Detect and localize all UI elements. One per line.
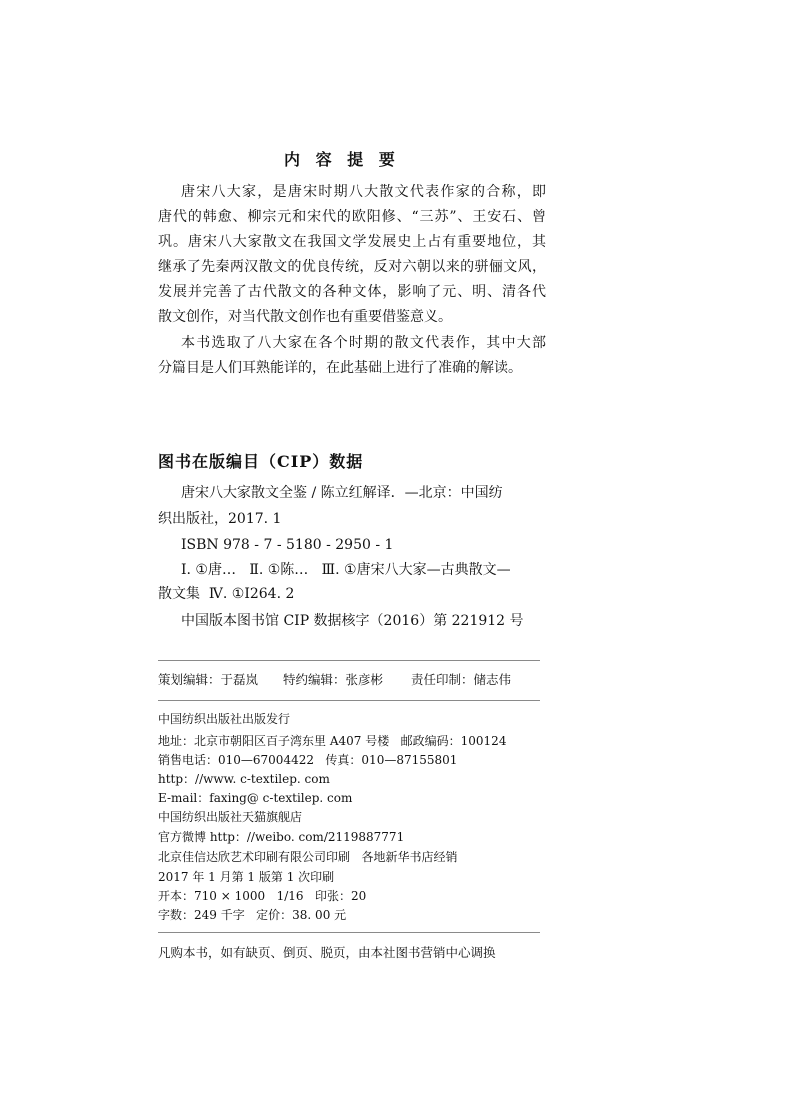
cip-heading: 图书在版编目（CIP）数据: [158, 452, 364, 471]
divider: [158, 660, 540, 661]
summary-line: 本书选取了八大家在各个时期的散文代表作，其中大部: [181, 334, 546, 351]
publisher-address: 地址：北京市朝阳区百子湾东里 A407 号楼 邮政编码：100124: [158, 734, 507, 748]
print-manager: 责任印制：储志伟: [411, 672, 512, 687]
publisher-phone: 销售电话：010—67004422 传真：010—87155801: [158, 753, 458, 767]
summary-line: 唐代的韩愈、柳宗元和宋代的欧阳修、“三苏”、王安石、曾: [158, 209, 546, 226]
format-line: 开本：710 × 1000 1/16 印张：20: [158, 889, 367, 903]
cip-record-number: 中国版本图书馆 CIP 数据核字（2016）第 221912 号: [181, 613, 524, 629]
cip-classification: Ⅰ. ①唐… Ⅱ. ①陈… Ⅲ. ①唐宋八大家—古典散文—: [181, 562, 511, 578]
divider: [158, 700, 540, 701]
wordcount-price-line: 字数：249 千字 定价：38. 00 元: [158, 908, 347, 922]
edition-line: 2017 年 1 月第 1 版第 1 次印刷: [158, 870, 335, 884]
publisher-email: E-mail：faxing@ c-textilep. com: [158, 791, 353, 805]
printer-line: 北京佳信达欣艺术印刷有限公司印刷 各地新华书店经销: [158, 850, 458, 864]
cip-classification: 散文集 Ⅳ. ①I264. 2: [158, 586, 295, 602]
divider: [158, 932, 540, 933]
replacement-notice: 凡购本书，如有缺页、倒页、脱页，由本社图书营销中心调换: [158, 945, 496, 960]
publisher-line: 中国纺织出版社出版发行: [158, 712, 291, 726]
summary-line: 分篇目是人们耳熟能详的，在此基础上进行了准确的解读。: [158, 359, 522, 376]
summary-text: [158, 180, 546, 381]
summary-heading: 内 容 提 要: [284, 150, 400, 169]
cip-isbn: ISBN 978 - 7 - 5180 - 2950 - 1: [181, 537, 394, 553]
publisher-website: http：//www. c-textilep. com: [158, 772, 330, 786]
cip-line: 织出版社，2017. 1: [158, 511, 282, 527]
summary-line: 唐宋八大家，是唐宋时期八大散文代表作家的合称，即: [181, 184, 546, 200]
summary-line: 继承了先秦两汉散文的优良传统，反对六朝以来的骈俪文风，: [158, 259, 546, 276]
publisher-store: 中国纺织出版社天猫旗舰店: [158, 810, 303, 824]
planning-editor: 策划编辑：于磊岚: [158, 672, 259, 687]
publisher-weibo: 官方微博 http：//weibo. com/2119887771: [158, 830, 405, 844]
summary-line: 散文创作，对当代散文创作也有重要借鉴意义。: [158, 309, 452, 326]
summary-line: 巩。唐宋八大家散文在我国文学发展史上占有重要地位，其: [158, 234, 546, 251]
cip-line: 唐宋八大家散文全鉴 / 陈立红解译．—北京：中国纺: [181, 485, 503, 501]
special-editor: 特约编辑：张彦彬: [283, 672, 384, 687]
summary-line: 发展并完善了古代散文的各种文体，影响了元、明、清各代: [158, 284, 546, 301]
